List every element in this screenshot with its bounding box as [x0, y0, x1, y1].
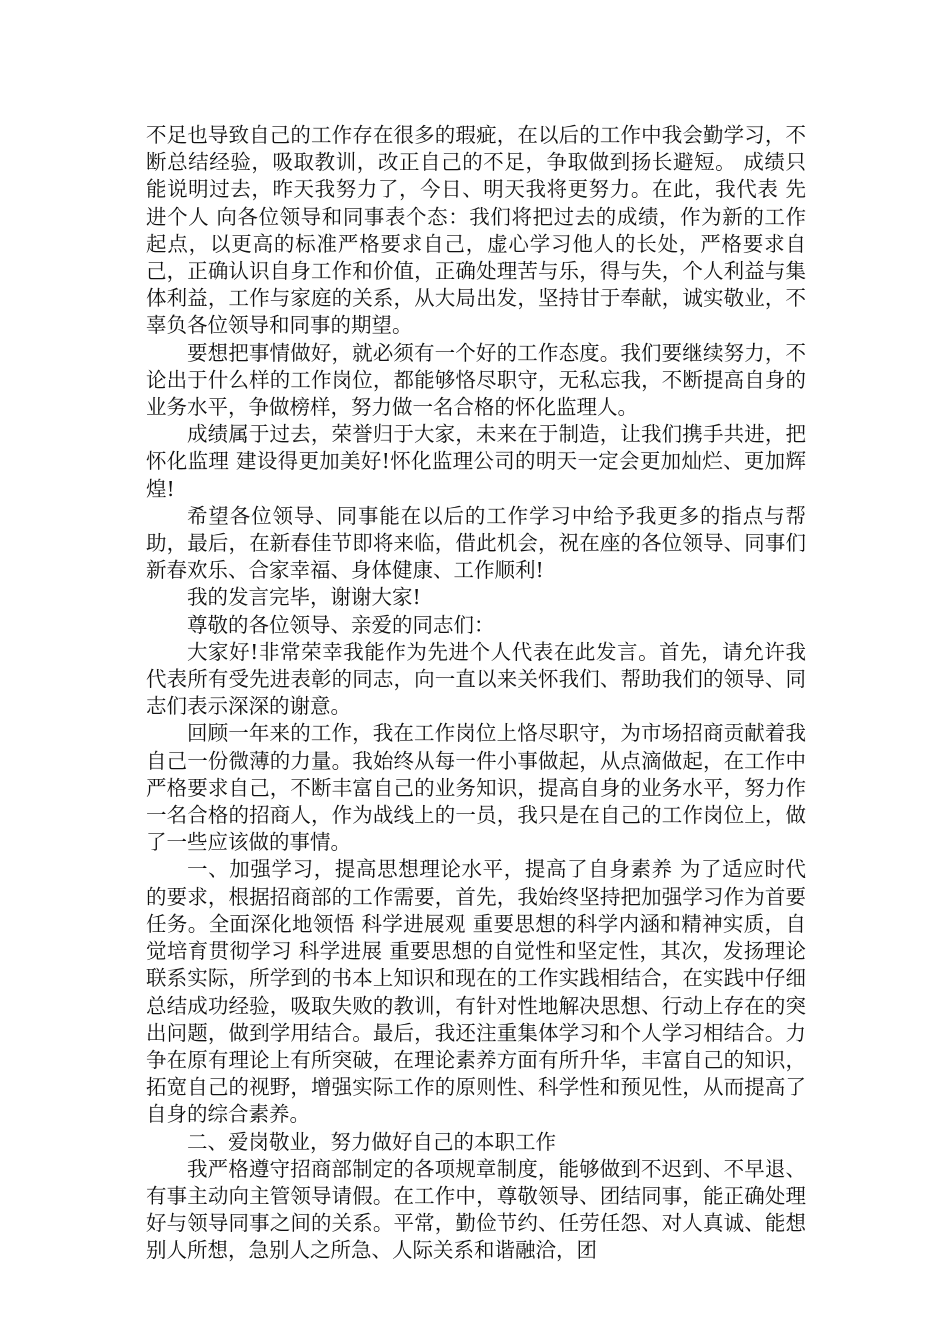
- document-body: [146, 122, 813, 1265]
- paragraph-11: 我严格遵守招商部制定的各项规章制度，能够做到不迟到、不早退、有事主动向主管领导请假。在工作中，尊敬领导、团结同事，能正确处理好与领导同事之间的关系。平常，勤俭节约、任劳任怨、对人真诚、能想别人所想，急别人之所急、人际关系和谐融洽，团: [146, 1156, 806, 1263]
- paragraph-5: 我的发言完毕，谢谢大家!: [187, 585, 421, 610]
- paragraph-8: 回顾一年来的工作，我在工作岗位上恪尽职守，为市场招商贡献着我自己一份微薄的力量。我始终从每一件小事做起，从点滴做起，在工作中严格要求自己，不断丰富自己的业务知识，提高自身的业务水平，努力作一名合格的招商人，作为战线上的一员，我只是在自己的工作岗位上，做了一些应该做的事情。: [146, 721, 806, 855]
- paragraph-10: 二、爱岗敬业，努力做好自己的本职工作: [187, 1129, 556, 1154]
- paragraph-1: 不足也导致自己的工作存在很多的瑕疵，在以后的工作中我会勤学习，不断总结经验，吸取教训，改正自己的不足，争取做到扬长避短。 成绩只能说明过去，昨天我努力了，今日、明天我将更努力。在此，我代表 先进个人 向各位领导和同事表个态：我们将把过去的成绩，作为新的工作起点，以更高的标准严格要求自己，虚心学习他人的长处，严格要求自己，正确认识自身工作和价值，正确处理苦与乐，得与失，个人利益与集体利益，工作与家庭的关系，从大局出发，坚持甘于奉献，诚实敬业，不辜负各位领导和同事的期望。: [146, 123, 806, 338]
- paragraph-6: 尊敬的各位领导、亲爱的同志们：: [187, 612, 495, 637]
- paragraph-3: 成绩属于过去，荣誉归于大家，未来在于制造，让我们携手共进，把 怀化监理 建设得更加美好!怀化监理公司的明天一定会更加灿烂、更加辉煌!: [146, 422, 813, 501]
- paragraph-7: 大家好!非常荣幸我能作为先进个人代表在此发言。首先，请允许我代表所有受先进表彰的同志，向一直以来关怀我们、帮助我们的领导、同志们表示深深的谢意。: [146, 639, 806, 719]
- paragraph-2: 要想把事情做好，就必须有一个好的工作态度。我们要继续努力，不论出于什么样的工作岗位，都能够恪尽职守，无私忘我，不断提高自身的业务水平，争做榜样，努力做一名合格的怀化监理人。: [146, 340, 806, 420]
- paragraph-4: 希望各位领导、同事能在以后的工作学习中给予我更多的指点与帮助，最后，在新春佳节即将来临，借此机会，祝在座的各位领导、同事们新春欢乐、合家幸福、身体健康、工作顺利!: [146, 503, 806, 583]
- paragraph-9: 一、加强学习，提高思想理论水平，提高了自身素养 为了适应时代的要求，根据招商部的工作需要，首先，我始终坚持把加强学习作为首要任务。全面深化地领悟 科学进展观 重要思想的科学内涵和精神实质，自觉培育贯彻学习 科学进展 重要思想的自觉性和坚定性，其次，发扬理论联系实际，所学到的书本上知识和现在的工作实践相结合，在实践中仔细总结成功经验，吸取失败的教训，有针对性地解决思想、行动上存在的突出问题，做到学用结合。最后，我还注重集体学习和个人学习相结合。力争在原有理论上有所突破，在理论素养方面有所升华，丰富自己的知识，拓宽自己的视野，增强实际工作的原则性、科学性和预见性，从而提高了自身的综合素养。: [146, 857, 806, 1127]
